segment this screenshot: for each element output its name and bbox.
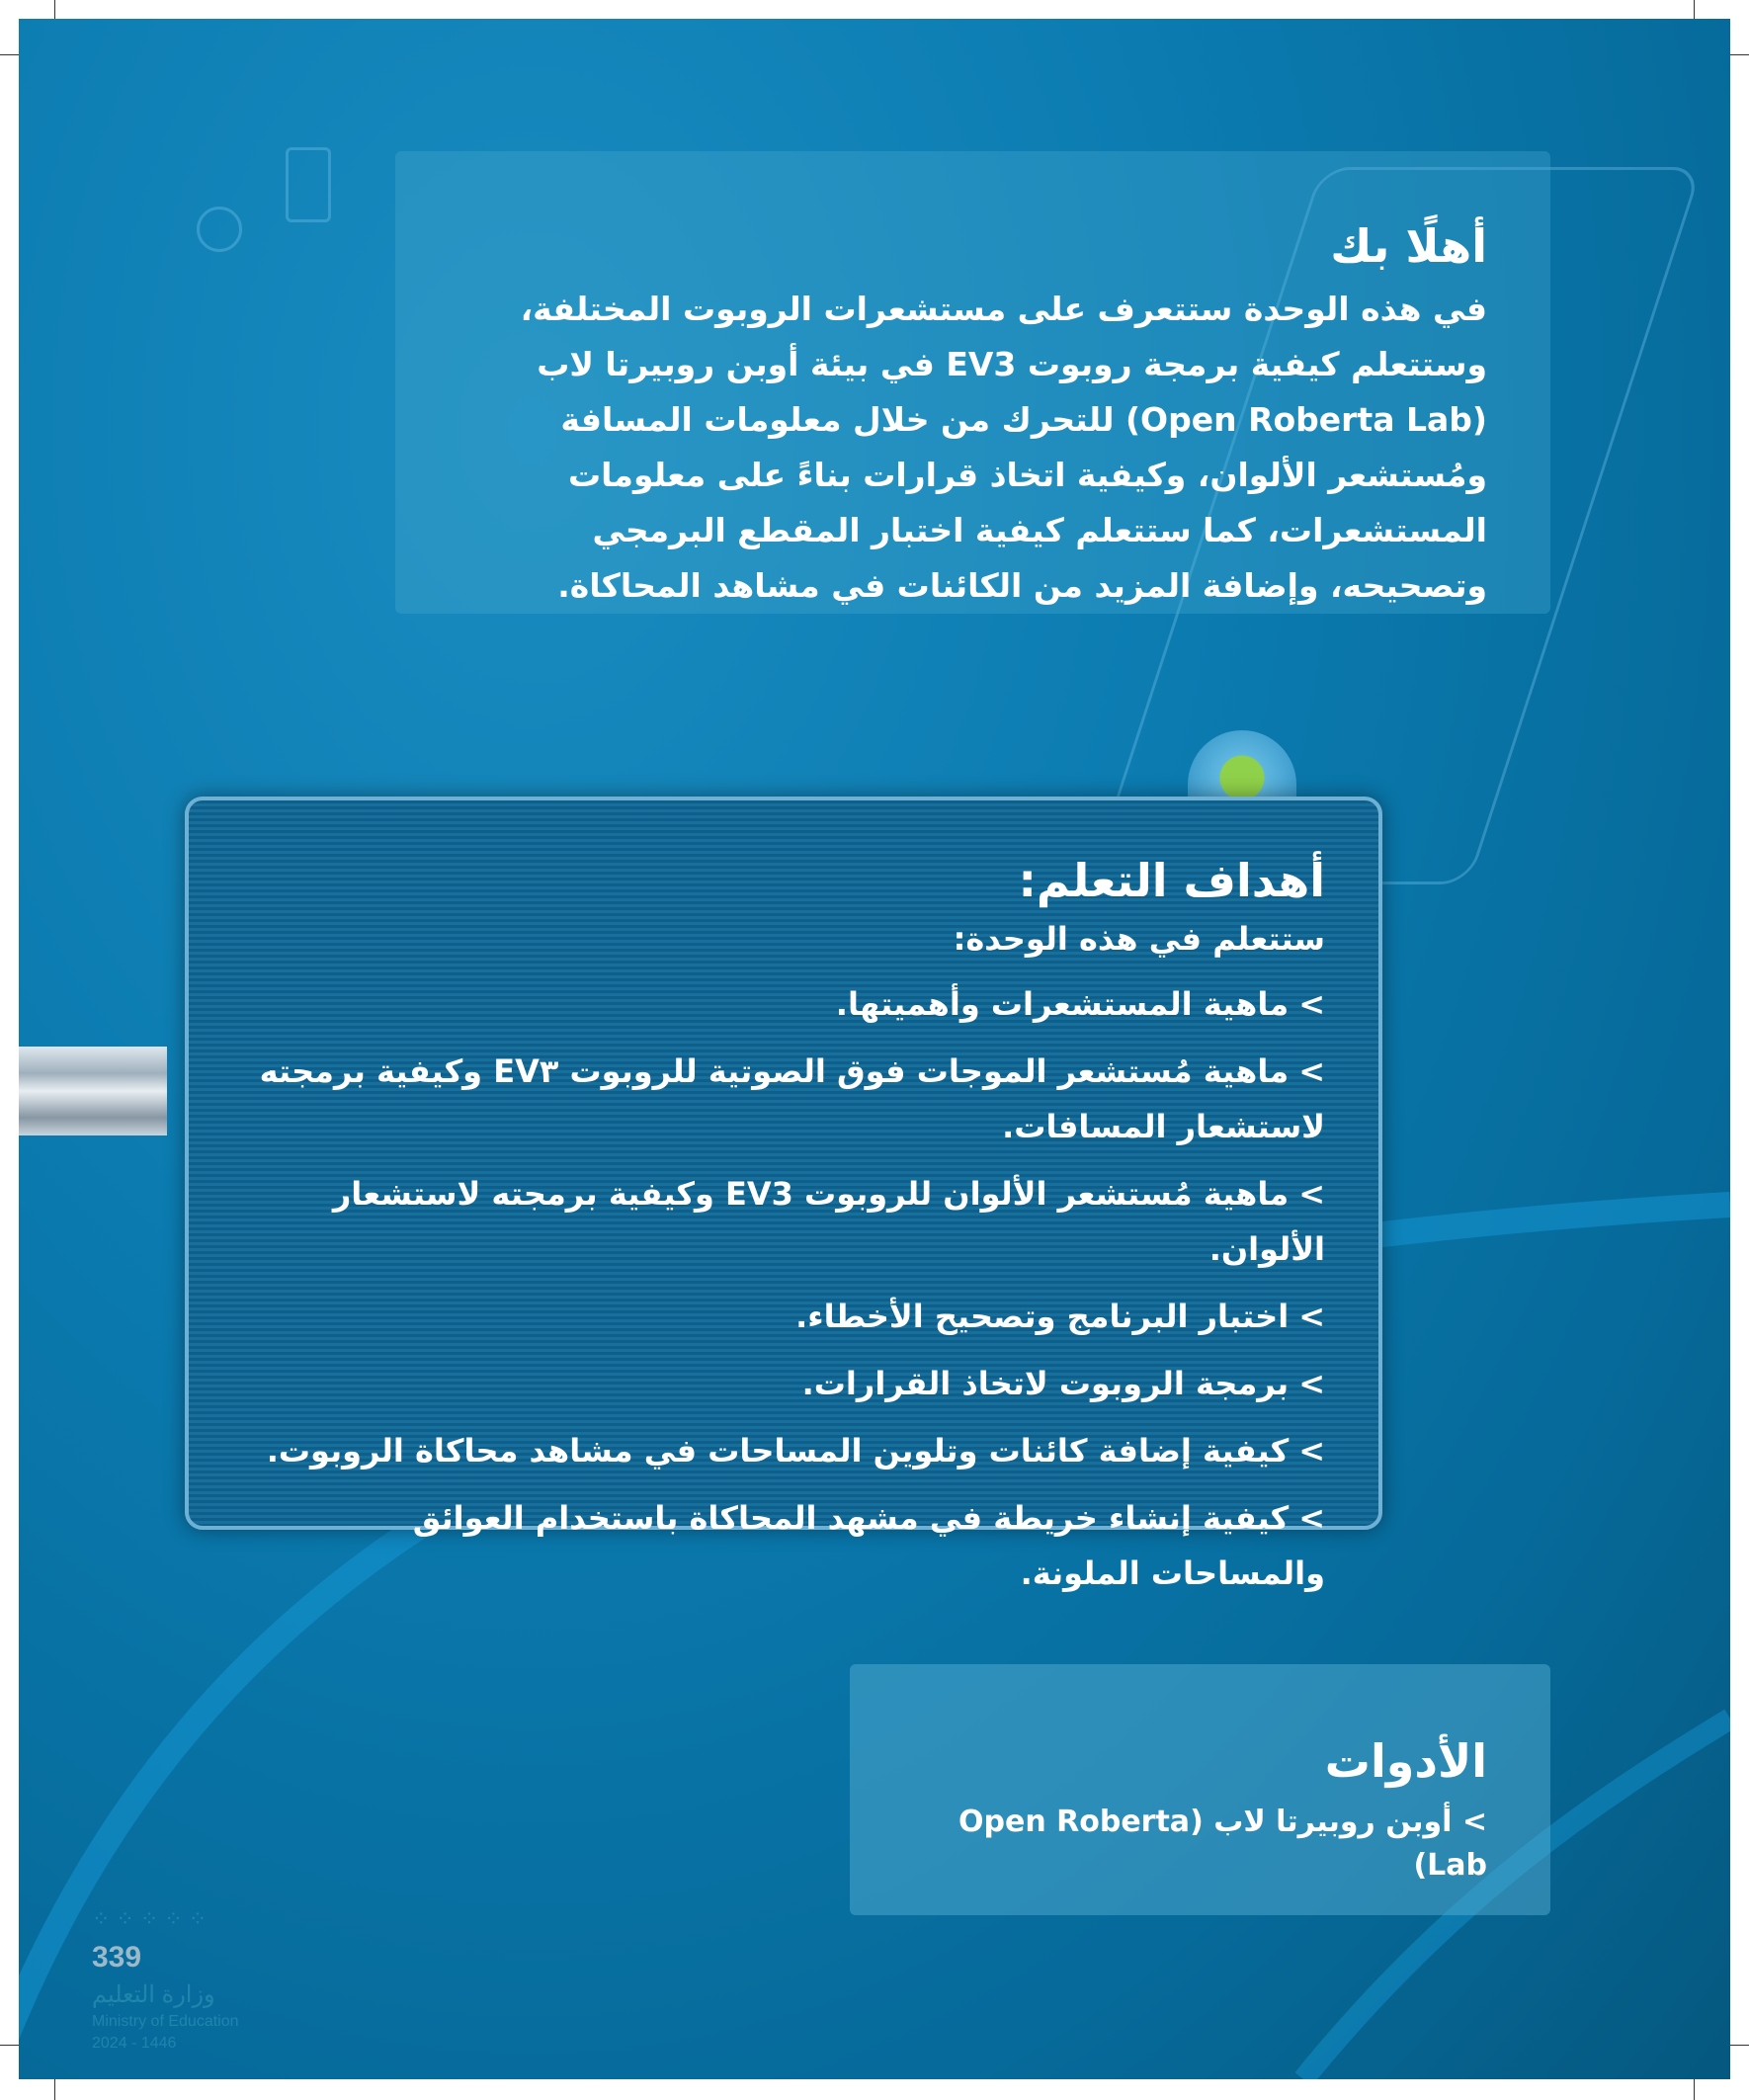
bullet-arrow-icon: > bbox=[1461, 1805, 1487, 1839]
list-item: >برمجة الروبوت لاتخاذ القرارات. bbox=[801, 1365, 1325, 1402]
welcome-body: في هذه الوحدة ستتعرف على مستشعرات الروبوت المختلفة، وستتعلم كيفية برمجة روبوت EV3 في بيئة أوبن روبيرتا لاب (Open Roberta Lab) للتحرك من خلال معلومات المسافة ومُستشعر الألوان، وكيفية اتخاذ قرارات بناءً على معلومات المستشعرات، كما ستتعلم كيفية اختبار المقطع البرمجي وتصحيحه، وإضافة المزيد من الكائنات في مشاهد المحاكاة. bbox=[520, 290, 1487, 605]
bullet-arrow-icon: > bbox=[1298, 1499, 1325, 1537]
tools-title: الأدوات bbox=[1324, 1734, 1487, 1788]
objectives-title: أهداف التعلم: bbox=[1018, 854, 1325, 907]
bullet-arrow-icon: > bbox=[1298, 1298, 1325, 1335]
watermark-year: 2024 - 1446 bbox=[92, 2035, 177, 2052]
watermark-arabic: وزارة التعليم bbox=[92, 1981, 215, 2008]
tools-panel bbox=[850, 1664, 1550, 1915]
list-item: >كيفية إنشاء خريطة في مشهد المحاكاة باستخدام العوائق والمساحات الملونة. bbox=[412, 1499, 1325, 1592]
ministry-logo-icon: ⁘⁘⁘⁘⁘ bbox=[92, 1906, 213, 1931]
decorative-frame bbox=[286, 147, 331, 222]
objectives-intro: ستتعلم في هذه الوحدة: bbox=[953, 920, 1325, 958]
bullet-arrow-icon: > bbox=[1298, 1052, 1325, 1090]
objectives-list bbox=[228, 976, 1325, 1601]
bullet-arrow-icon: > bbox=[1298, 985, 1325, 1023]
list-item: > أوبن روبيرتا لاب (Open Roberta Lab) bbox=[958, 1805, 1487, 1883]
list-item: >اختبار البرنامج وتصحيح الأخطاء. bbox=[795, 1298, 1325, 1335]
list-item: >ماهية المستشعرات وأهميتها. bbox=[835, 985, 1325, 1023]
learning-objectives-panel bbox=[185, 797, 1382, 1592]
bullet-arrow-icon: > bbox=[1298, 1175, 1325, 1213]
page-number: 339 bbox=[92, 1941, 142, 1974]
bullet-arrow-icon: > bbox=[1298, 1365, 1325, 1402]
list-item: >كيفية إضافة كائنات وتلوين المساحات في مشاهد محاكاة الروبوت. bbox=[266, 1432, 1325, 1470]
robot-arm-pipe bbox=[19, 1047, 167, 1135]
list-item: >ماهية مُستشعر الموجات فوق الصوتية للروبوت EV٣ وكيفية برمجته لاستشعار المسافات. bbox=[259, 1052, 1325, 1145]
decorative-circle bbox=[197, 207, 242, 252]
list-item: >ماهية مُستشعر الألوان للروبوت EV3 وكيفية برمجته لاستشعار الألوان. bbox=[332, 1175, 1325, 1268]
watermark-english: Ministry of Education bbox=[92, 2013, 239, 2030]
page-background bbox=[19, 19, 1730, 2079]
bullet-arrow-icon: > bbox=[1298, 1432, 1325, 1470]
welcome-panel bbox=[395, 151, 1550, 614]
welcome-title: أهلًا بك bbox=[1330, 219, 1487, 273]
